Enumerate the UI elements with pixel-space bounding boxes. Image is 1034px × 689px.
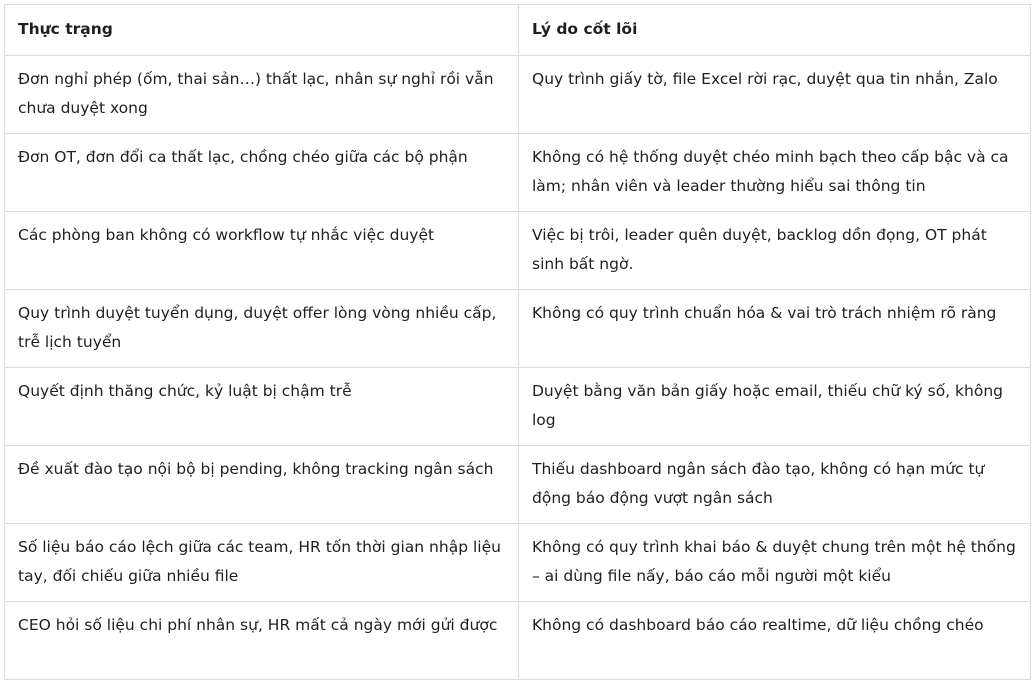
cell-ly-do: Không có dashboard báo cáo realtime, dữ liệu chồng chéo [519, 602, 1031, 680]
cell-thuc-trang: Đơn OT, đơn đổi ca thất lạc, chồng chéo giữa các bộ phận [5, 134, 519, 212]
table-row [5, 290, 1031, 368]
table-row [5, 446, 1031, 524]
cell-thuc-trang: Quyết định thăng chức, kỷ luật bị chậm trễ [5, 368, 519, 446]
cell-thuc-trang: CEO hỏi số liệu chi phí nhân sự, HR mất cả ngày mới gửi được [5, 602, 519, 680]
table-header-row [5, 5, 1031, 56]
issues-table-container [4, 4, 1030, 680]
cell-ly-do: Không có hệ thống duyệt chéo minh bạch theo cấp bậc và ca làm; nhân viên và leader thường hiểu sai thông tin [519, 134, 1031, 212]
cell-thuc-trang: Đề xuất đào tạo nội bộ bị pending, không tracking ngân sách [5, 446, 519, 524]
cell-thuc-trang: Số liệu báo cáo lệch giữa các team, HR tốn thời gian nhập liệu tay, đối chiếu giữa nhiều file [5, 524, 519, 602]
table-row [5, 212, 1031, 290]
cell-thuc-trang: Đơn nghỉ phép (ốm, thai sản…) thất lạc, nhân sự nghỉ rồi vẫn chưa duyệt xong [5, 56, 519, 134]
header-thuc-trang: Thực trạng [5, 5, 519, 56]
issues-table [4, 4, 1031, 680]
table-row [5, 524, 1031, 602]
cell-ly-do: Duyệt bằng văn bản giấy hoặc email, thiếu chữ ký số, không log [519, 368, 1031, 446]
header-ly-do-cot-loi: Lý do cốt lõi [519, 5, 1031, 56]
cell-ly-do: Việc bị trôi, leader quên duyệt, backlog dồn đọng, OT phát sinh bất ngờ. [519, 212, 1031, 290]
cell-ly-do: Quy trình giấy tờ, file Excel rời rạc, duyệt qua tin nhắn, Zalo [519, 56, 1031, 134]
cell-ly-do: Không có quy trình chuẩn hóa & vai trò trách nhiệm rõ ràng [519, 290, 1031, 368]
cell-ly-do: Không có quy trình khai báo & duyệt chung trên một hệ thống – ai dùng file nấy, báo cáo mỗi người một kiểu [519, 524, 1031, 602]
table-row [5, 602, 1031, 680]
cell-ly-do: Thiếu dashboard ngân sách đào tạo, không có hạn mức tự động báo động vượt ngân sách [519, 446, 1031, 524]
table-row [5, 368, 1031, 446]
cell-thuc-trang: Quy trình duyệt tuyển dụng, duyệt offer lòng vòng nhiều cấp, trễ lịch tuyển [5, 290, 519, 368]
table-row [5, 56, 1031, 134]
cell-thuc-trang: Các phòng ban không có workflow tự nhắc việc duyệt [5, 212, 519, 290]
table-row [5, 134, 1031, 212]
